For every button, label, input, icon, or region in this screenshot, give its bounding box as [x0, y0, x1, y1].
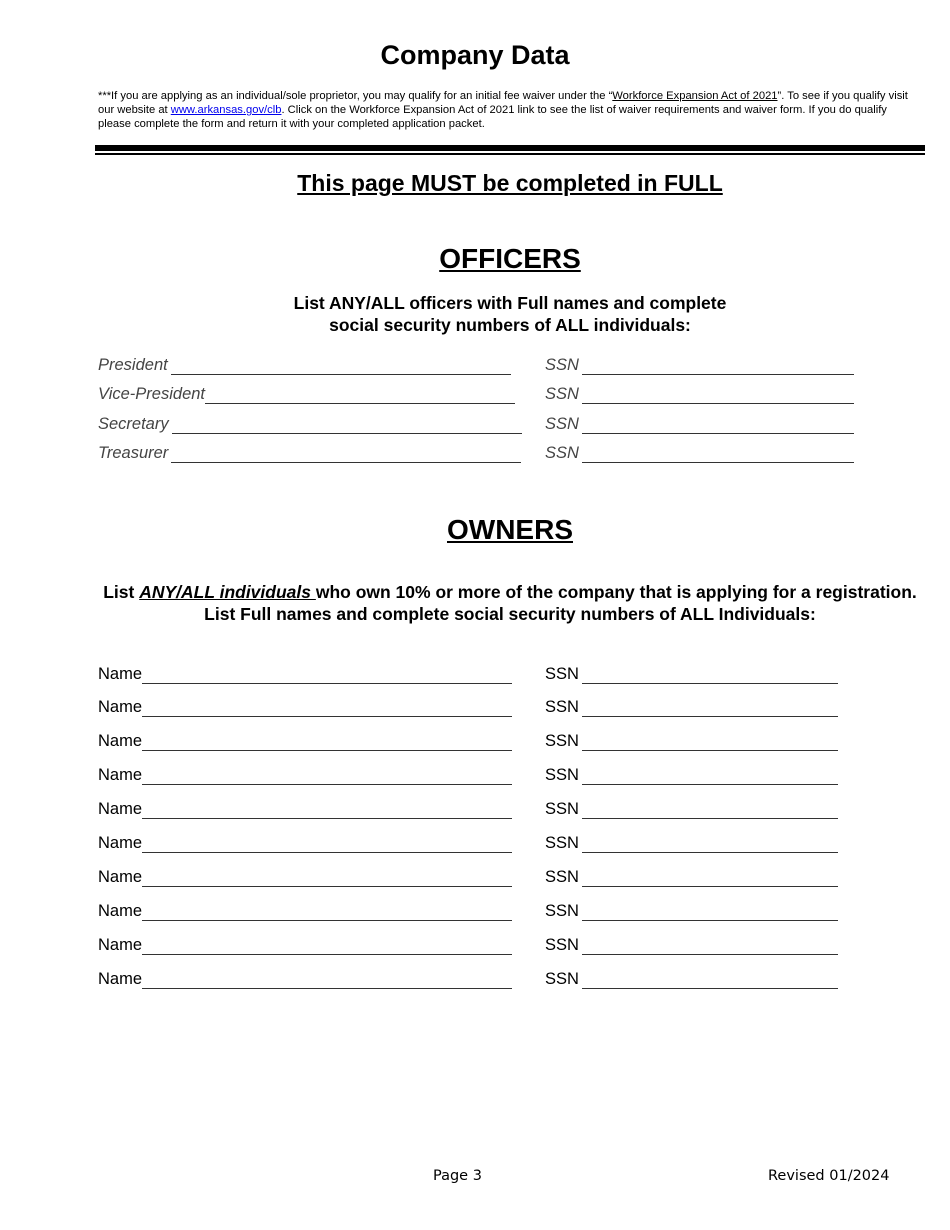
vice-president-ssn-field[interactable] — [582, 389, 854, 404]
ssn-label: SSN — [545, 356, 579, 374]
officers-instruction-line-2: social security numbers of ALL individuals: — [329, 315, 691, 335]
president-ssn-field[interactable] — [582, 360, 854, 375]
officer-ssn-row — [545, 415, 854, 434]
owner-name-field[interactable] — [142, 702, 512, 717]
officer-label: Vice-President — [98, 385, 206, 403]
ssn-label: SSN — [545, 415, 579, 433]
owner-row — [98, 732, 512, 751]
officer-row-vice-president — [98, 385, 515, 404]
owner-name-label: Name — [98, 970, 143, 988]
owners-instruction-2: who own 10% or more of the company that is applying for a registration. List Full names and complete social security numbers of ALL Individuals: — [204, 582, 917, 624]
owner-ssn-row — [545, 834, 838, 853]
owners-heading — [0, 514, 950, 546]
fee-waiver-notice — [98, 89, 920, 131]
owner-ssn-field[interactable] — [582, 770, 838, 785]
owners-instruction-emphasis: ANY/ALL individuals — [139, 582, 316, 602]
owner-ssn-row — [545, 902, 838, 921]
divider-thick — [95, 145, 925, 151]
owner-ssn-field[interactable] — [582, 974, 838, 989]
owner-name-label: Name — [98, 698, 143, 716]
owner-ssn-row — [545, 936, 838, 955]
owner-ssn-field[interactable] — [582, 872, 838, 887]
owner-name-field[interactable] — [142, 736, 512, 751]
owner-name-label: Name — [98, 868, 143, 886]
notice-text-2: ”. To see if you qualify visit our website at — [98, 90, 908, 116]
owner-name-label: Name — [98, 766, 143, 784]
officers-heading-text: OFFICERS — [439, 243, 581, 274]
owner-ssn-row — [545, 868, 838, 887]
secretary-name-field[interactable] — [172, 419, 522, 434]
secretary-ssn-field[interactable] — [582, 419, 854, 434]
owners-instruction — [100, 581, 920, 625]
ssn-label: SSN — [545, 732, 579, 750]
officers-heading — [0, 243, 950, 275]
ssn-label: SSN — [545, 766, 579, 784]
owner-ssn-field[interactable] — [582, 940, 838, 955]
officers-instruction — [0, 292, 950, 336]
officer-label: President — [98, 356, 168, 374]
owner-ssn-field[interactable] — [582, 669, 838, 684]
owner-ssn-field[interactable] — [582, 736, 838, 751]
owner-ssn-field[interactable] — [582, 702, 838, 717]
ssn-label: SSN — [545, 902, 579, 920]
act-name: Workforce Expansion Act of 2021 — [612, 90, 778, 102]
treasurer-ssn-field[interactable] — [582, 448, 854, 463]
owner-name-label: Name — [98, 902, 143, 920]
page-number: Page 3 — [433, 1168, 482, 1184]
owner-row — [98, 766, 512, 785]
owner-name-field[interactable] — [142, 669, 512, 684]
owner-row — [98, 800, 512, 819]
must-complete-text: This page MUST be completed in FULL — [297, 170, 723, 196]
owner-ssn-row — [545, 970, 838, 989]
owner-name-label: Name — [98, 665, 143, 683]
owner-name-field[interactable] — [142, 838, 512, 853]
owner-row — [98, 868, 512, 887]
ssn-label: SSN — [545, 970, 579, 988]
owner-row — [98, 902, 512, 921]
website-link[interactable]: www.arkansas.gov/clb — [170, 104, 282, 116]
owner-name-label: Name — [98, 800, 143, 818]
owner-ssn-row — [545, 800, 838, 819]
owners-instruction-1: List — [103, 582, 140, 602]
owner-row — [98, 936, 512, 955]
treasurer-name-field[interactable] — [171, 448, 521, 463]
owner-name-field[interactable] — [142, 770, 512, 785]
owners-heading-text: OWNERS — [447, 514, 573, 545]
owner-ssn-row — [545, 665, 838, 684]
officer-row-secretary — [98, 415, 522, 434]
owner-row — [98, 834, 512, 853]
owner-name-field[interactable] — [142, 804, 512, 819]
owner-ssn-row — [545, 766, 838, 785]
president-name-field[interactable] — [171, 360, 511, 375]
officer-ssn-row — [545, 444, 854, 463]
owner-name-field[interactable] — [142, 974, 512, 989]
owner-row — [98, 970, 512, 989]
owner-name-label: Name — [98, 936, 143, 954]
ssn-label: SSN — [545, 834, 579, 852]
divider-thin — [95, 153, 925, 155]
owner-ssn-field[interactable] — [582, 838, 838, 853]
owner-ssn-field[interactable] — [582, 804, 838, 819]
ssn-label: SSN — [545, 444, 579, 462]
officer-label: Secretary — [98, 415, 169, 433]
officers-instruction-line-1: List ANY/ALL officers with Full names and complete — [293, 293, 727, 313]
owner-name-field[interactable] — [142, 940, 512, 955]
notice-text-3: . Click on the Workforce Expansion Act of 2021 link to see the list of waiver requirements and waiver form. If you do qualify please complete the form and return it with your completed application packet. — [98, 104, 887, 130]
owner-row — [98, 698, 512, 717]
officer-row-president — [98, 356, 511, 375]
ssn-label: SSN — [545, 698, 579, 716]
ssn-label: SSN — [545, 665, 579, 683]
owner-name-label: Name — [98, 834, 143, 852]
must-complete-heading — [0, 170, 950, 197]
page-title: Company Data — [380, 40, 570, 70]
ssn-label: SSN — [545, 936, 579, 954]
ssn-label: SSN — [545, 385, 579, 403]
owner-ssn-row — [545, 698, 838, 717]
ssn-label: SSN — [545, 868, 579, 886]
officer-ssn-row — [545, 356, 854, 375]
owner-name-label: Name — [98, 732, 143, 750]
officer-ssn-row — [545, 385, 854, 404]
owner-row — [98, 665, 512, 684]
revision-date: Revised 01/2024 — [768, 1168, 890, 1184]
ssn-label: SSN — [545, 800, 579, 818]
owner-name-field[interactable] — [142, 872, 512, 887]
officer-row-treasurer — [98, 444, 521, 463]
officer-label: Treasurer — [98, 444, 169, 462]
owner-name-field[interactable] — [142, 906, 512, 921]
owner-ssn-field[interactable] — [582, 906, 838, 921]
owner-ssn-row — [545, 732, 838, 751]
notice-text-1: ***If you are applying as an individual/sole proprietor, you may qualify for an initial fee waiver under the “ — [98, 90, 613, 102]
vice-president-name-field[interactable] — [205, 389, 515, 404]
